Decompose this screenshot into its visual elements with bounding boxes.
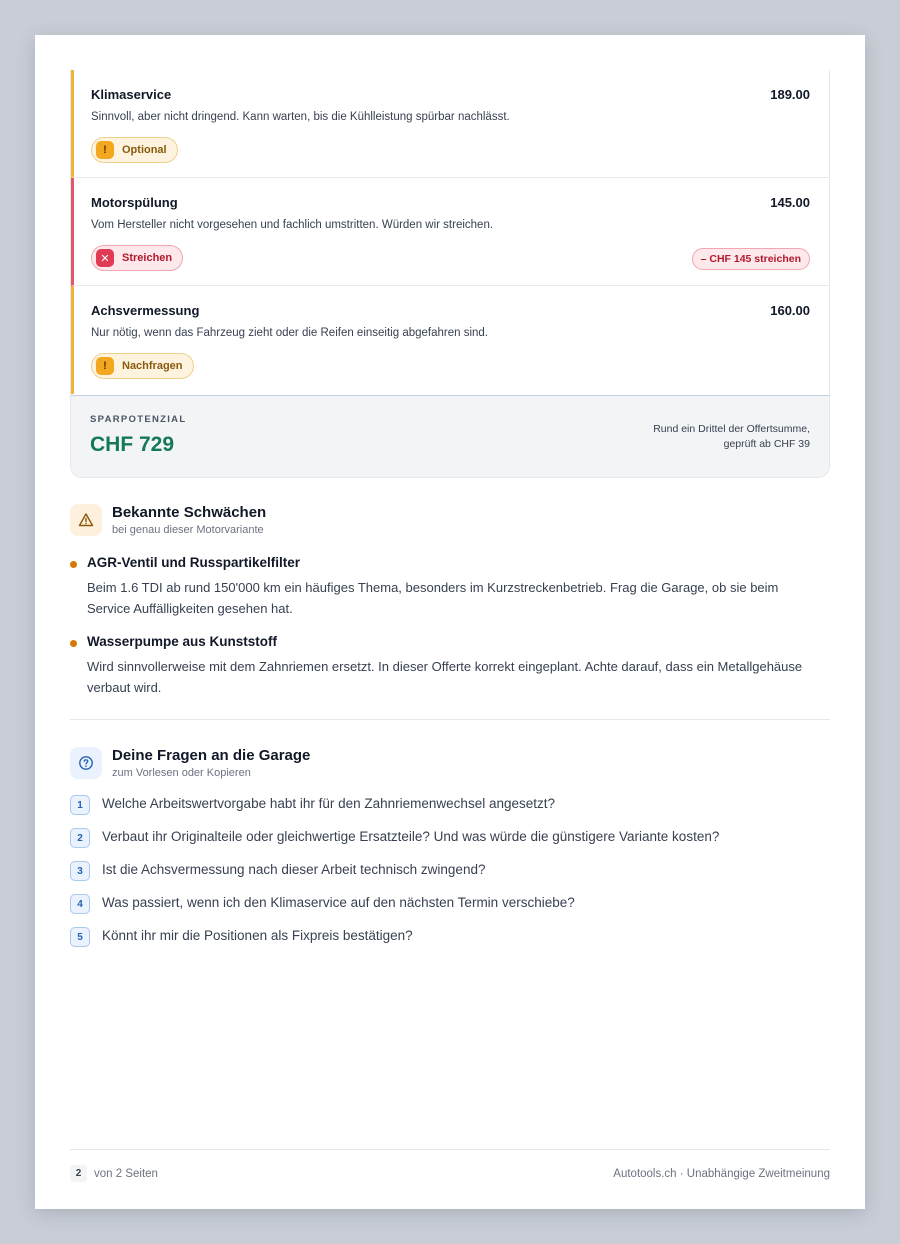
question-text: Verbaut ihr Originalteile oder gleichwertige Ersatzteile? Und was würde die günstigere Variante kosten? [102,829,720,844]
question-text: Welche Arbeitswertvorgabe habt ihr für den Zahnriemenwechsel angesetzt? [102,796,556,811]
status-badge-label: Nachfragen [122,360,183,372]
weaknesses-title: Bekannte Schwächen [112,504,267,521]
offer-item-motorspuelung [71,178,829,286]
savings-summary [71,395,829,478]
item-description: Nur nötig, wenn das Fahrzeug zieht oder die Reifen einseitig abgefahren sind. [91,327,488,339]
status-badge-nachfragen [91,353,194,379]
weakness-item [70,555,830,619]
weakness-item [70,634,830,698]
page-count-text: von 2 Seiten [94,1168,158,1180]
status-badge-label: Optional [122,144,167,156]
offer-item-klimaservice [71,70,829,178]
item-price: 189.00 [770,87,810,102]
item-title: Motorspülung [91,195,178,210]
bullet-dot [70,640,77,647]
questions-subtitle: zum Vorlesen oder Kopieren [112,767,251,779]
savings-note-line1: Rund ein Drittel der Offertsumme, [653,423,810,435]
question-number: 4 [70,894,90,914]
offer-item-achsvermessung [71,286,829,394]
weakness-text: Wird sinnvollerweise mit dem Zahnriemen ersetzt. In dieser Offerte korrekt eingeplant. Achte darauf, dass ein Metallgehäuse verbaut wird. [87,659,803,695]
savings-badge: – CHF 145 streichen [692,248,810,270]
question-number: 3 [70,861,90,881]
close-icon: ✕ [96,249,114,267]
weakness-text: Beim 1.6 TDI ab rund 150'000 km ein häufiges Thema, besonders im Kurzstreckenbetrieb. Frag die Garage, ob sie beim Service Auffälligkeiten gesehen hat. [87,580,779,616]
question-text: Ist die Achsvermessung nach dieser Arbeit technisch zwingend? [102,862,486,877]
question-number: 5 [70,927,90,947]
item-title: Klimaservice [91,87,172,102]
savings-label: SPARPOTENZIAL [90,414,187,425]
question-item[interactable] [70,927,830,949]
question-item[interactable] [70,795,830,817]
status-badge-streichen [91,245,183,271]
savings-note-line2: geprüft ab CHF 39 [723,438,810,450]
offer-items-card [70,70,830,478]
item-description: Sinnvoll, aber nicht dringend. Kann warten, bis die Kühlleistung spürbar nachlässt. [91,111,510,123]
section-divider [70,719,830,720]
question-text: Könnt ihr mir die Positionen als Fixpreis bestätigen? [102,928,413,943]
weakness-title: AGR-Ventil und Russpartikelfilter [87,555,301,570]
footer-brand: Autotools.ch · Unabhängige Zweitmeinung [613,1168,830,1180]
question-item[interactable] [70,861,830,883]
question-text: Was passiert, wenn ich den Klimaservice auf den nächsten Termin verschiebe? [102,895,575,910]
status-badge-optional [91,137,178,163]
question-item[interactable] [70,894,830,916]
weaknesses-subtitle: bei genau dieser Motorvariante [112,524,264,536]
warning-triangle-icon [70,504,102,536]
bullet-dot [70,561,77,568]
question-number: 1 [70,795,90,815]
status-badge-label: Streichen [122,252,173,264]
report-page [35,35,865,1209]
item-price: 160.00 [770,303,810,318]
item-description: Vom Hersteller nicht vorgesehen und fachlich umstritten. Würden wir streichen. [91,219,494,231]
page-number: 2 [70,1165,87,1182]
warning-icon: ! [96,141,114,159]
question-circle-icon [70,747,102,779]
savings-note [653,422,810,452]
item-title: Achsvermessung [91,303,200,318]
warning-icon: ! [96,357,114,375]
questions-title: Deine Fragen an die Garage [112,747,311,764]
footer-divider [70,1149,830,1150]
question-number: 2 [70,828,90,848]
weakness-title: Wasserpumpe aus Kunststoff [87,634,278,649]
question-item[interactable] [70,828,830,850]
savings-value: CHF 729 [90,433,175,456]
item-price: 145.00 [770,195,810,210]
